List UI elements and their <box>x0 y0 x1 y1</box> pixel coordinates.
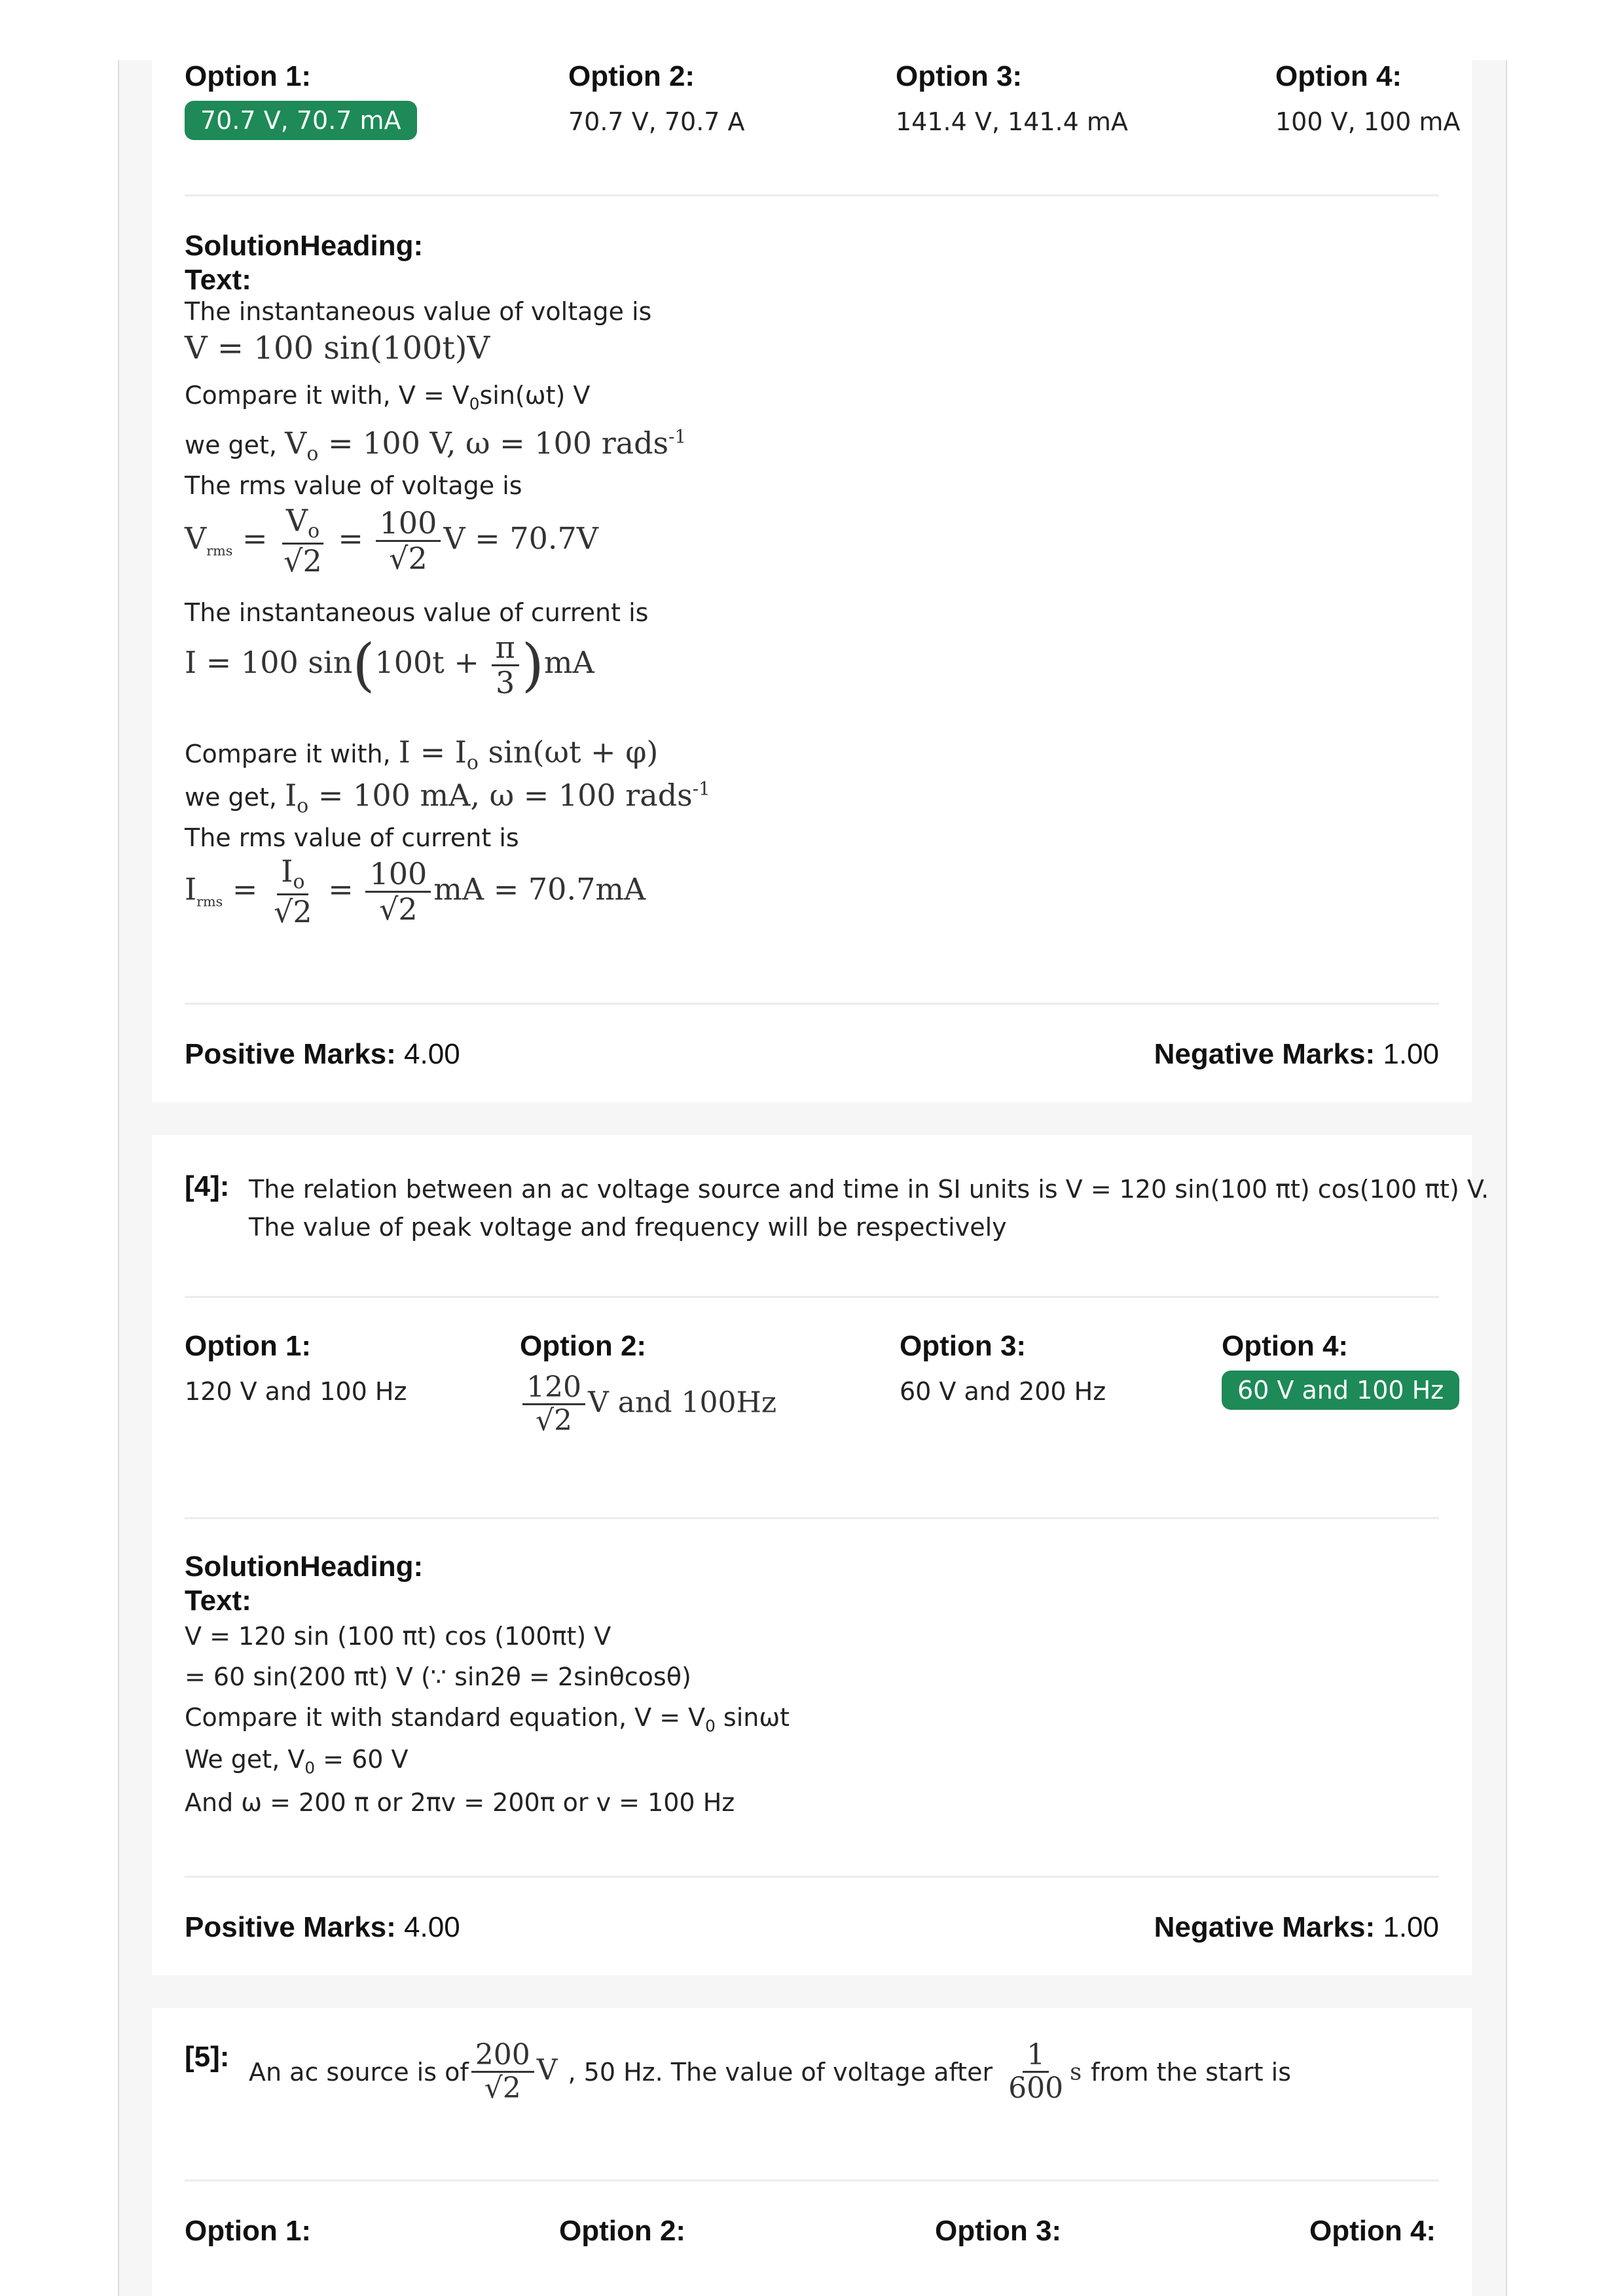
option-label: Option 1: <box>185 60 312 92</box>
negative-marks: Negative Marks: 1.00 <box>1154 1911 1439 1943</box>
option-4[interactable]: Option 4: <box>1309 2215 1436 2247</box>
question-card-4 <box>152 1135 1489 1975</box>
solution-line: The rms value of current is <box>185 823 519 852</box>
text-heading: Text: <box>185 1585 251 1617</box>
option-1[interactable] <box>185 1330 407 1406</box>
option-3[interactable] <box>900 1330 1106 1406</box>
option-1[interactable] <box>185 60 417 140</box>
solution-line: The instantaneous value of current is <box>185 598 649 627</box>
divider <box>185 1876 1439 1878</box>
option-label: Option 1: <box>185 1330 312 1362</box>
option-value: 70.7 V, 70.7 A <box>568 107 745 136</box>
question-text: The relation between an ac voltage source and time in SI units is V = 120 sin(100 πt) cos(100 πt) V. The value of peak voltage and frequency will be respectively <box>249 1175 1489 1242</box>
option-2[interactable]: Option 2: <box>559 2215 686 2247</box>
option-label: Option 3: <box>896 60 1023 92</box>
option-1[interactable]: Option 1: <box>185 2215 312 2247</box>
solution-line: Compare it with, $I = I_o$ sin(ωt + φ) <box>185 734 659 775</box>
divider <box>185 1003 1439 1005</box>
text-heading: Text: <box>185 264 251 296</box>
question-number: [5]: <box>185 2041 230 2073</box>
solution-line: And ω = 200 π or 2πv = 200π or v = 100 Hz <box>185 1788 735 1817</box>
option-3[interactable] <box>896 60 1128 136</box>
divider <box>185 2179 1439 2181</box>
solution-heading: SolutionHeading: <box>185 1551 424 1583</box>
solution-line: V = 120 sin (100 πt) cos (100πt) V <box>185 1622 611 1651</box>
solution-line: We get, $V_0 = 60$ V <box>185 1745 409 1778</box>
option-label: Option 4: <box>1275 60 1402 92</box>
option-label: Option 3: <box>900 1330 1027 1362</box>
option-label: Option 2: <box>520 1330 647 1362</box>
solution-line: = 60 sin(200 πt) V (∵ sin2θ = 2sinθcosθ) <box>185 1662 691 1691</box>
solution-line: we get, $I_o = 100$ mA, ω = 100 rads$^{-1}$ <box>185 778 710 818</box>
option-value: 100 V, 100 mA <box>1275 107 1461 136</box>
negative-marks: Negative Marks: 1.00 <box>1154 1038 1439 1070</box>
option-3[interactable]: Option 3: <box>935 2215 1062 2247</box>
question-number: [4]: <box>185 1170 230 1202</box>
option-label: Option 4: <box>1222 1330 1349 1362</box>
question-text: An ac source is of $\frac{200}{√2}$ V , 50 Hz. The value of voltage after $\frac{1}{600}$ s from the start is <box>249 2038 1292 2106</box>
option-value: 120 V and 100 Hz <box>185 1377 407 1406</box>
option-2[interactable] <box>520 1330 776 1437</box>
question-card-3 <box>152 60 1472 1102</box>
equation: $I_{rms}$ = $\frac{I_o}{√2}$ = $\frac{100}{√2}$ mA = 70.7mA <box>185 853 646 930</box>
correct-answer-badge: 60 V and 100 Hz <box>1222 1371 1459 1410</box>
option-2[interactable] <box>568 60 745 136</box>
solution-heading: SolutionHeading: <box>185 230 424 262</box>
solution-line: Compare it with, $V = V_0\sin(\omega t)$ V <box>185 381 591 414</box>
positive-marks: Positive Marks: 4.00 <box>185 1038 460 1070</box>
divider <box>185 1296 1439 1298</box>
option-4[interactable] <box>1275 60 1460 136</box>
correct-answer-badge: 70.7 V, 70.7 mA <box>185 101 417 140</box>
solution-line: we get, $V_o = 100$ V, ω = 100 rads$^{-1}$ <box>185 425 687 466</box>
equation: I = 100 sin(100t + $\frac{\pi}{3}$ )mA <box>185 630 594 700</box>
solution-line: Compare it with standard equation, $V = V_0$ sinωt <box>185 1703 790 1736</box>
solution-line: The instantaneous value of voltage is <box>185 297 652 326</box>
equation: $V_{rms}$ = $\frac{V_o}{√2}$ = $\frac{100}{√2}$ V = 70.7V <box>185 503 598 579</box>
equation: V = 100 sin(100t)V <box>185 330 490 367</box>
option-label: Option 2: <box>568 60 695 92</box>
divider <box>185 194 1439 196</box>
positive-marks: Positive Marks: 4.00 <box>185 1911 460 1943</box>
question-card-5 <box>152 2008 1472 2296</box>
option-value: 60 V and 200 Hz <box>900 1377 1106 1406</box>
option-value: $\frac{120}{√2}$ V and 100Hz <box>520 1372 776 1437</box>
solution-line: The rms value of voltage is <box>185 471 522 500</box>
option-value: 141.4 V, 141.4 mA <box>896 107 1128 136</box>
option-4[interactable] <box>1222 1330 1459 1410</box>
divider <box>185 1517 1439 1519</box>
